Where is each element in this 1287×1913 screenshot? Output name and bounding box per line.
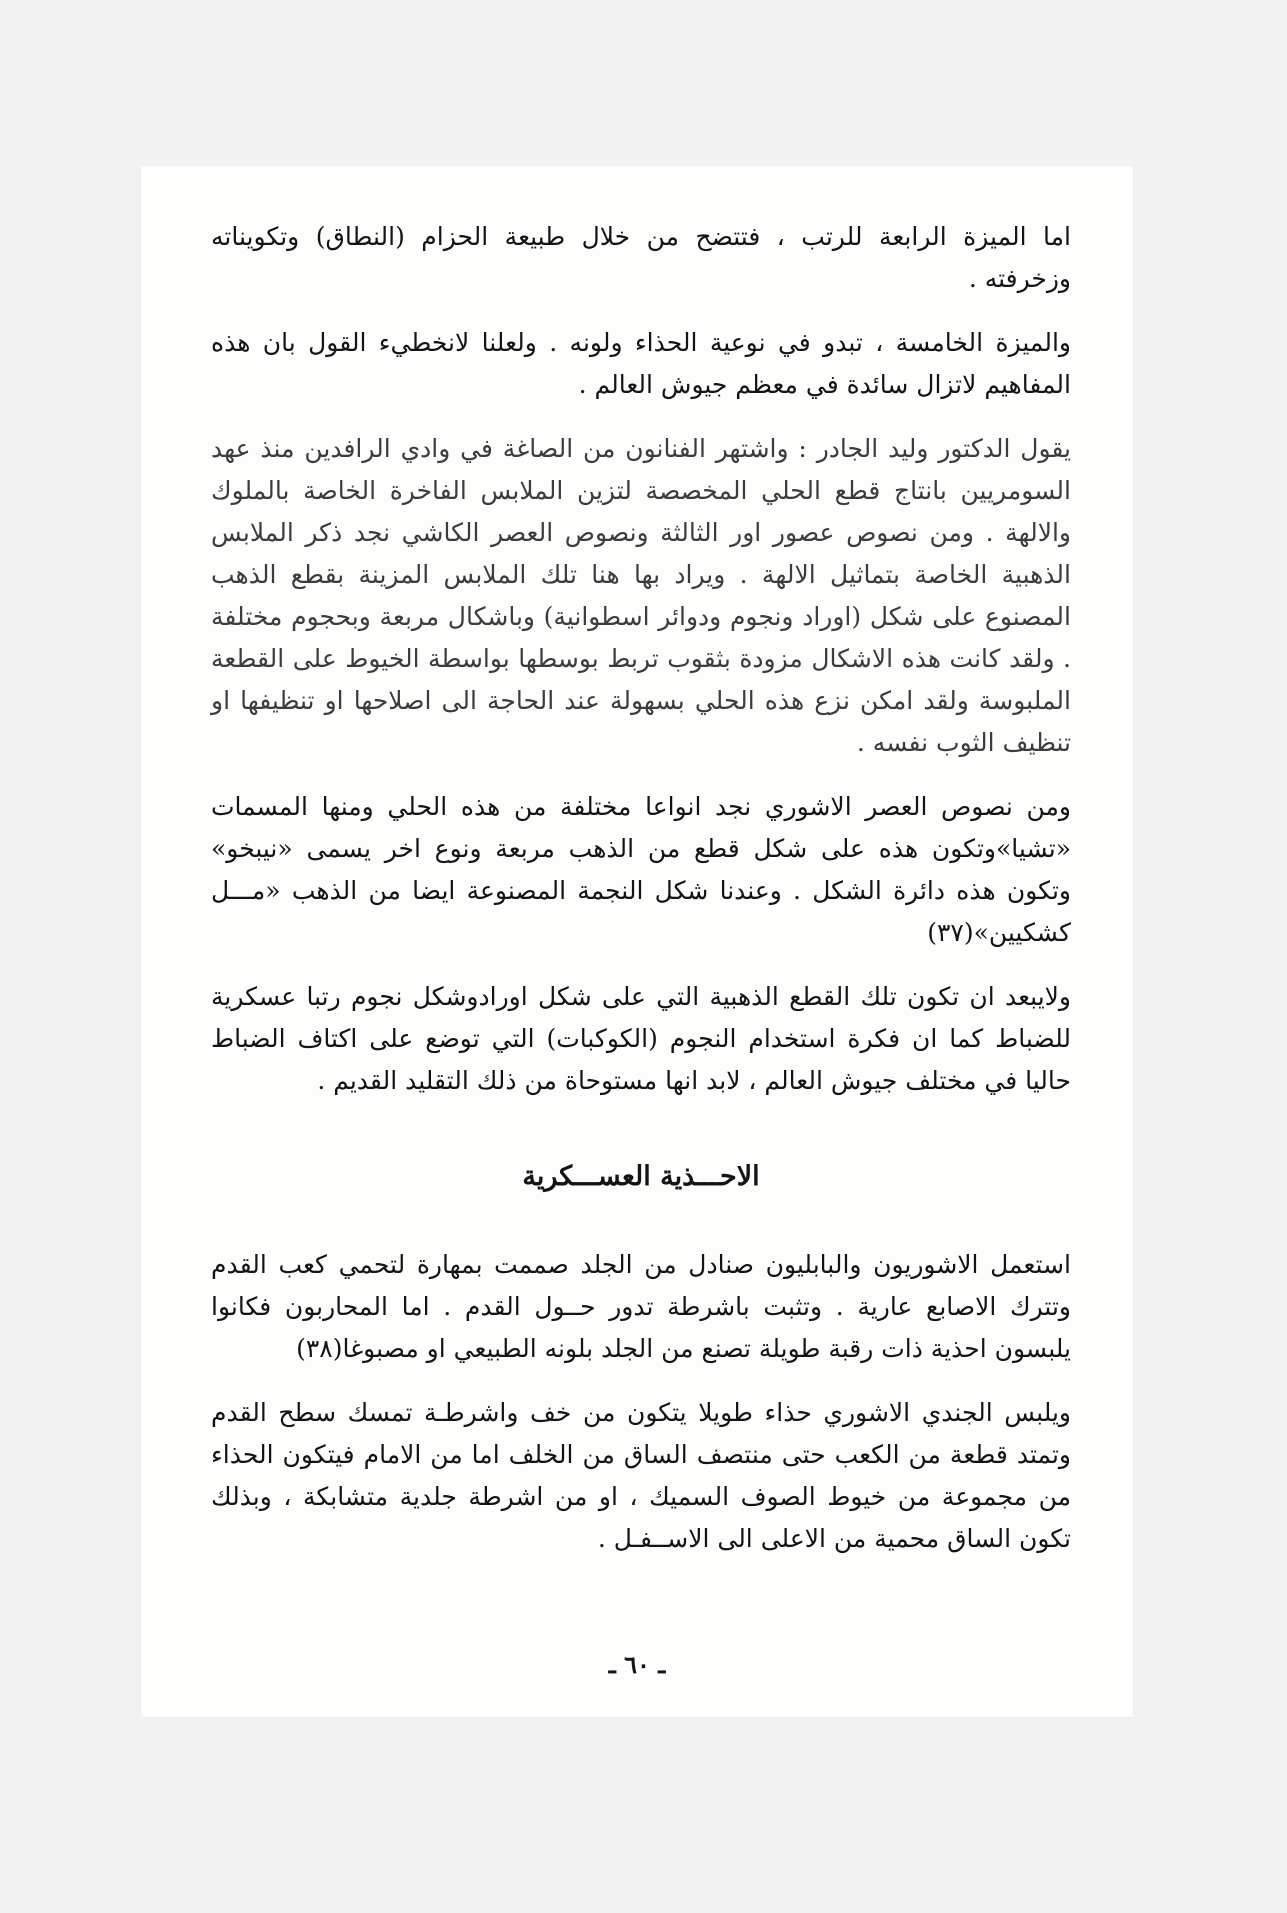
paragraph: استعمل الاشوريون والبابليون صنادل من الجلد صممت بمهارة لتحمي كعب القدم وتترك الاصابع عارية . وتثبت باشرطة تدور حــول القدم . اما المحاربون فكانوا يلبسون احذية ذات رقبة طويلة تصنع من الجلد بلونه الطبيعي او مصبوغا(٣٨) bbox=[211, 1250, 1071, 1363]
paragraph: ويلبس الجندي الاشوري حذاء طويلا يتكون من خف واشرطـة تمسك سطح القدم وتمتد قطعة من الكعب حتى منتصف الساق من الخلف اما من الامام فيتكون الحذاء من مجموعة من خيوط الصوف السميك ، او من اشرطة جلدية متشابكة ، وبذلك تكون الساق محمية من الاعلى الى الاســفـل . bbox=[211, 1398, 1071, 1553]
paragraph: يقول الدكتور وليد الجادر : واشتهر الفنانون من الصاغة في وادي الرافدين منذ عهد السومريين بانتاج قطع الحلي المخصصة لتزين الملابس الفاخرة الخاصة بالملوك والالهة . ومن نصوص عصور اور الثالثة ونصوص العصر الكاشي نجد ذكر الملابس الذهبية الخاصة بتماثيل الالهة . ويراد بها هنا تلك الملابس المزينة بقطع الذهب المصنوع على شكل (اوراد ونجوم ودوائر اسطوانية) وباشكال مربعة وبحجوم مختلفة . ولقد كانت هذه الاشكال مزودة بثقوب تربط بوسطها بواسطة الخيوط على القطعة الملبوسة ولقد امكن نزع هذه الحلي بسهولة عند الحاجة الى اصلاحها او تنظيفها او تنظيف الثوب نفسه . bbox=[211, 434, 1071, 757]
paragraph: ومن نصوص العصر الاشوري نجد انواعا مختلفة من هذه الحلي ومنها المسمات «تشيا»وتكون هذه على شكل قطع من الذهب مربعة ونوع اخر يسمى «نيبخو» وتكون هذه دائرة الشكل . وعندنا شكل النجمة المصنوعة ايضا من الذهب «مـــل كشكيين»(٣٧) bbox=[211, 792, 1071, 947]
book-page bbox=[141, 166, 1133, 1717]
paragraph: اما الميزة الرابعة للرتب ، فتتضح من خلال طبيعة الحزام (النطاق) وتكويناته وزخرفته . bbox=[211, 222, 1071, 293]
page-number: ـ ٦٠ ـ bbox=[608, 1650, 666, 1679]
paragraph: ولايبعد ان تكون تلك القطع الذهبية التي على شكل اورادوشكل نجوم رتبا عسكرية للضباط كما ان فكرة استخدام النجوم (الكوكبات) التي توضع على اكتاف الضباط حاليا في مختلف جيوش العالم ، لابد انها مستوحاة من ذلك التقليد القديم . bbox=[211, 982, 1071, 1095]
paragraph: والميزة الخامسة ، تبدو في نوعية الحذاء ولونه . ولعلنا لانخطيء القول بان هذه المفاهيم لاتزال سائدة في معظم جيوش العالم . bbox=[211, 328, 1071, 399]
page-content bbox=[211, 216, 1071, 1582]
section-heading: الاحـــذية العســـكرية bbox=[522, 1161, 760, 1192]
